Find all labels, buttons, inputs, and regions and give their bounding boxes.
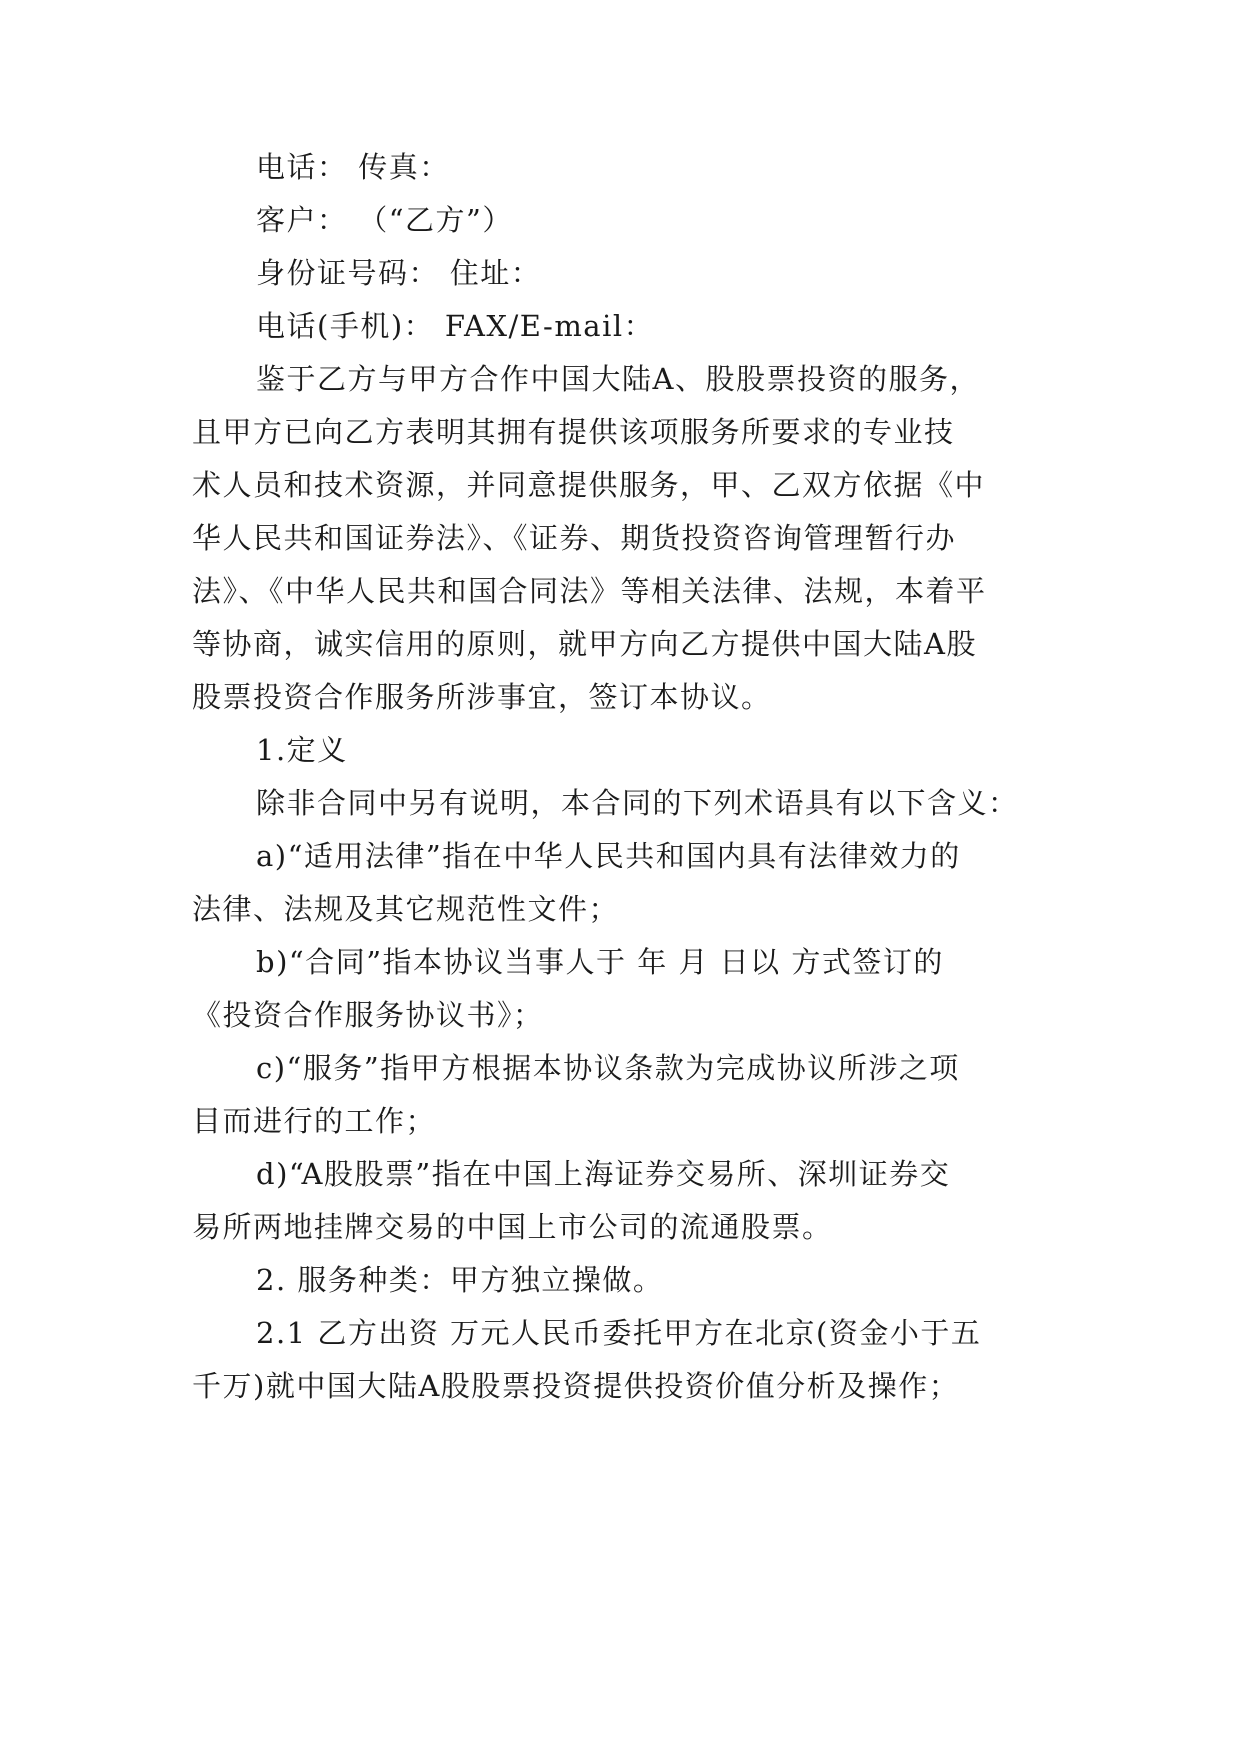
clause-2-1-line: 2.1 乙方出资 万元人民币委托甲方在北京(资金小于五	[256, 1316, 982, 1350]
phone-fax-line: 电话： 传真：	[256, 150, 450, 184]
definition-c-line: c)“服务”指甲方根据本协议条款为完成协议所涉之项	[256, 1051, 960, 1085]
preamble-line: 华人民共和国证券法》、《证券、期货投资咨询管理暂行办	[192, 521, 957, 555]
definition-a-line: a)“适用法律”指在中华人民共和国内具有法律效力的	[256, 839, 961, 873]
definition-b-line: b)“合同”指本协议当事人于 年 月 日以 方式签订的	[256, 945, 944, 979]
definition-d-line: 易所两地挂牌交易的中国上市公司的流通股票。	[192, 1210, 833, 1244]
preamble-line: 股票投资合作服务所涉事宜，签订本协议。	[192, 680, 772, 714]
section-heading-definitions: 1.定义	[256, 733, 348, 767]
client-line: 客户： （“乙方”）	[256, 203, 513, 237]
id-address-line: 身份证号码： 住址：	[256, 256, 542, 290]
preamble-line: 等协商，诚实信用的原则，就甲方向乙方提供中国大陆A股	[192, 627, 977, 661]
definition-d-line: d)“A股股票”指在中国上海证券交易所、深圳证券交	[256, 1157, 951, 1191]
definition-a-line: 法律、法规及其它规范性文件；	[192, 892, 620, 926]
definitions-intro-line: 除非合同中另有说明，本合同的下列术语具有以下含义：	[256, 786, 1019, 820]
clause-2-1-line: 千万)就中国大陆A股股票投资提供投资价值分析及操作；	[192, 1369, 960, 1403]
preamble-line: 术人员和技术资源，并同意提供服务，甲、乙双方依据《中	[192, 468, 986, 502]
section-heading-service-type: 2. 服务种类：甲方独立操做。	[256, 1263, 664, 1297]
preamble-line: 法》、《中华人民共和国合同法》等相关法律、法规，本着平	[192, 574, 987, 608]
mobile-fax-email-line: 电话(手机)： FAX/E-mail：	[256, 309, 655, 343]
definition-c-line: 目而进行的工作；	[192, 1104, 437, 1138]
preamble-line: 且甲方已向乙方表明其拥有提供该项服务所要求的专业技	[192, 415, 955, 449]
definition-b-line: 《投资合作服务协议书》；	[192, 998, 544, 1032]
preamble-line: 鉴于乙方与甲方合作中国大陆A、股股票投资的服务，	[256, 362, 980, 396]
